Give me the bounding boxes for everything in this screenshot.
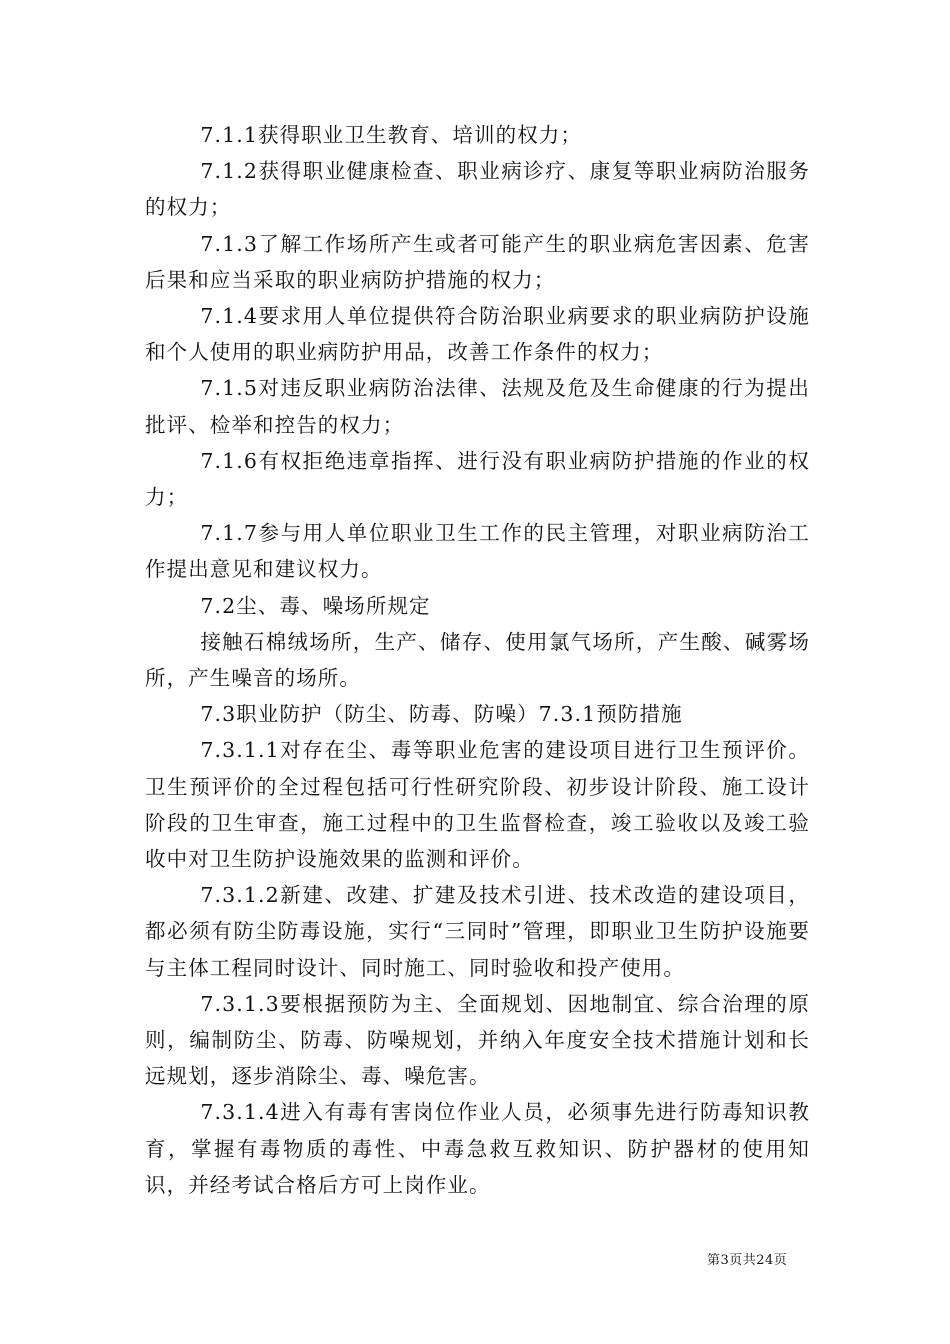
paragraph-7-1-6: 7.1.6有权拒绝违章指挥、进行没有职业病防护措施的作业的权力； (145, 448, 810, 510)
paragraph-7-1-4: 7.1.4要求用人单位提供符合防治职业病要求的职业病防护设施和个人使用的职业病防护用品，改善工作条件的权力； (145, 304, 810, 365)
paragraph-7-1-7: 7.1.7参与用人单位职业卫生工作的民主管理，对职业病防治工作提出意见和建议权力。 (145, 521, 810, 582)
paragraph-7-1-5: 7.1.5对违反职业病防治法律、法规及危及生命健康的行为提出批评、检举和控告的权力； (145, 376, 810, 437)
paragraph-7-3-1-2: 7.3.1.2新建、改建、扩建及技术引进、技术改造的建设项目，都必须有防尘防毒设施，实行“三同时”管理，即职业卫生防护设施要与主体工程同时设计、同时施工、同时验收和投产使用。 (145, 883, 810, 980)
page-number-footer: 第3页共24页 (707, 1253, 788, 1268)
paragraph-7-2-body: 接触石棉绒场所，生产、储存、使用氯气场所，产生酸、碱雾场所，产生噪音的场所。 (145, 629, 810, 691)
paragraph-7-3-1-3: 7.3.1.3要根据预防为主、全面规划、因地制宜、综合治理的原则，编制防尘、防毒、防噪规划，并纳入年度安全技术措施计划和长远规划，逐步消除尘、毒、噪危害。 (145, 991, 810, 1089)
paragraph-7-1-2: 7.1.2获得职业健康检查、职业病诊疗、康复等职业病防治服务的权力； (145, 159, 810, 220)
paragraph-7-3-1-1: 7.3.1.1对存在尘、毒等职业危害的建设项目进行卫生预评价。卫生预评价的全过程包括可行性研究阶段、初步设计阶段、施工设计阶段的卫生审查，施工过程中的卫生监督检查，竣工验收以及竣工验收中对卫生防护设施效果的监测和评价。 (145, 738, 810, 872)
paragraph-7-1-1: 7.1.1获得职业卫生教育、培训的权力； (200, 123, 583, 147)
section-heading-7-2: 7.2尘、毒、噪场所规定 (200, 593, 431, 618)
body-text (145, 117, 810, 1203)
section-heading-7-3: 7.3职业防护（防尘、防毒、防噪）7.3.1预防措施 (200, 702, 683, 727)
paragraph-7-1-3: 7.1.3了解工作场所产生或者可能产生的职业病危害因素、危害后果和应当采取的职业病防护措施的权力； (145, 231, 810, 292)
paragraph-7-3-1-4: 7.3.1.4进入有毒有害岗位作业人员，必须事先进行防毒知识教育，掌握有毒物质的毒性、中毒急救互救知识、防护器材的使用知识，并经考试合格后方可上岗作业。 (145, 1100, 810, 1197)
